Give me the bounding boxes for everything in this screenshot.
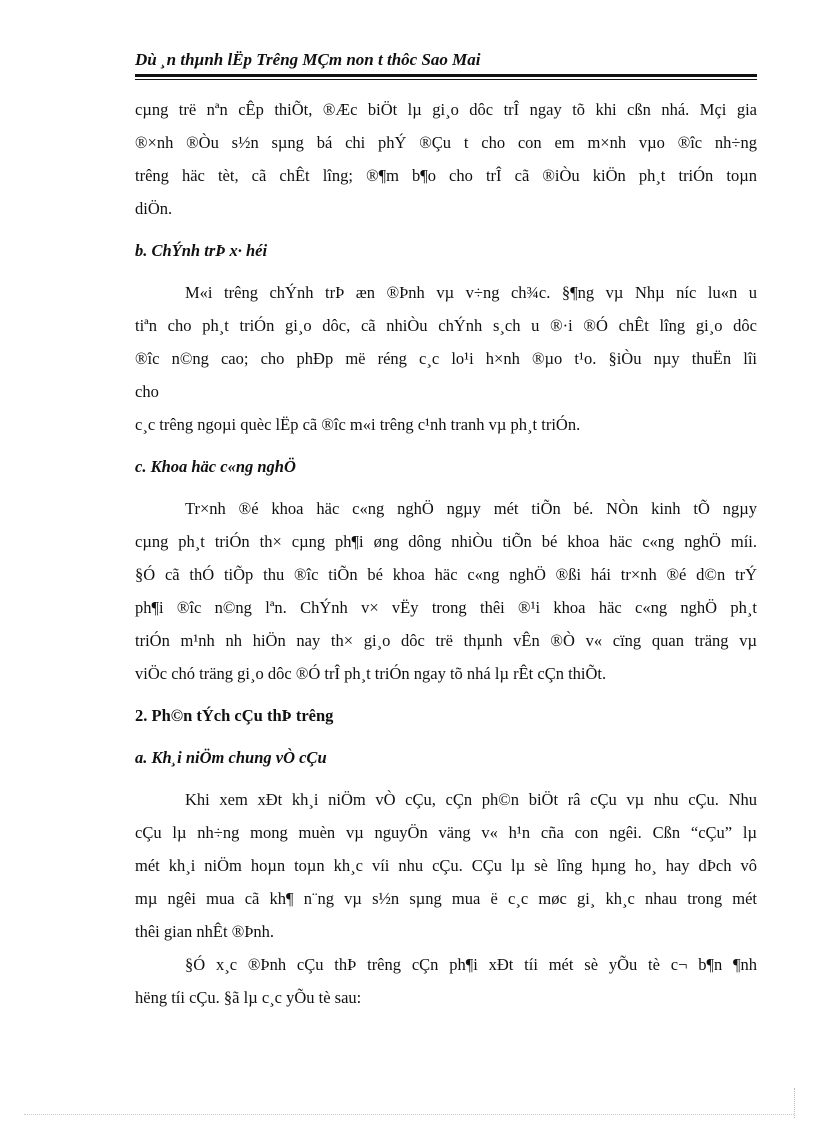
text-line: ®×nh ®Òu s½n sµng bá chi phÝ ®Çu t cho con em m×nh vµo ®îc nh÷ng [135,133,757,152]
text-line: tiªn cho ph¸t triÓn gi¸o dôc, cã nhiÒu chÝnh s¸ch u ®·i ®Ó chÊt lîng gi¸o dôc [135,316,757,335]
text-line: mµ ngêi mua cã kh¶ n¨ng vµ s½n sµng mua ë c¸c møc gi¸ kh¸c nhau trong mét [135,889,757,908]
section-c-paragraph [135,492,757,690]
header-rule-thin [135,79,757,80]
text-line: hëng tíi cÇu. §ã lµ c¸c yÕu tè sau: [135,988,362,1007]
section-a-paragraph-1 [135,783,757,948]
page-body [135,93,757,1014]
text-line: cµng ph¸t triÓn th× cµng ph¶i øng dông nhiÒu tiÕn bé khoa häc c«ng nghÖ míi. [135,532,757,551]
section-heading-c: c. Khoa häc c«ng nghÖ [135,457,296,476]
text-line: mét kh¸i niÖm hoµn toµn kh¸c víi nhu cÇu. CÇu lµ sè lîng hµng ho¸ hay dÞch vô [135,856,757,875]
text-line: ®îc n©ng cao; cho phÐp më réng c¸c lo¹i h×nh ®µo t¹o. §iÒu nµy thuËn lîi [135,349,757,368]
page-corner-border [794,1088,795,1118]
text-line: triÓn m¹nh nh hiÖn nay th× gi¸o dôc trë thµnh vÊn ®Ò v« cïng quan träng vµ [135,631,757,650]
text-line: thêi gian nhÊt ®Þnh. [135,922,275,941]
text-line: cµng trë nªn cÊp thiÕt, ®Æc biÖt lµ gi¸o dôc trÎ ngay tõ khi cßn nhá. Mçi gia [135,100,757,119]
section-b-paragraph [135,276,757,441]
document-title: Dù ¸n thµnh lËp Trêng MÇm non t thôc Sao Mai [135,50,481,69]
section-heading-2: 2. Ph©n tÝch cÇu thÞ trêng [135,706,334,725]
text-line: ph¶i ®îc n©ng lªn. ChÝnh v× vËy trong thêi ®¹i khoa häc c«ng nghÖ ph¸t [135,598,757,617]
section-a-paragraph-2 [135,948,757,1014]
text-line: Khi xem xÐt kh¸i niÖm vÒ cÇu, cÇn ph©n biÖt râ cÇu vµ nhu cÇu. Nhu [185,790,757,809]
text-line: trêng häc tèt, cã chÊt lîng; ®¶m b¶o cho trÎ cã ®iÒu kiÖn ph¸t triÓn toµn [135,166,757,185]
section-heading-b: b. ChÝnh trÞ x· héi [135,241,268,260]
text-line: M«i trêng chÝnh trÞ æn ®Þnh vµ v÷ng ch¾c. §¶ng vµ Nhµ níc lu«n u [185,283,757,302]
section-heading-a: a. Kh¸i niÖm chung vÒ cÇu [135,748,327,767]
intro-paragraph [135,93,757,225]
text-line: c¸c trêng ngoµi quèc lËp cã ®îc m«i trêng c¹nh tranh vµ ph¸t triÓn. [135,415,581,434]
header-rule-thick [135,74,757,77]
page-header [135,50,757,70]
text-line: §Ó cã thÓ tiÕp thu ®îc tiÕn bé khoa häc c«ng nghÖ ®ßi hái tr×nh ®é d©n trÝ [135,565,757,584]
text-line: viÖc chó träng gi¸o dôc ®Ó trÎ ph¸t triÓn ngay tõ nhá lµ rÊt cÇn thiÕt. [135,664,607,683]
text-line: Tr×nh ®é khoa häc c«ng nghÖ ngµy mét tiÕn bé. NÒn kinh tÕ ngµy [185,499,757,518]
text-line: diÖn. [135,199,173,218]
text-line: cho [135,382,159,401]
text-line: cÇu lµ nh÷ng mong muèn vµ nguyÖn väng v« h¹n cña con ngêi. Cßn “cÇu” lµ [135,823,757,842]
page-bottom-border [24,1114,794,1115]
text-line: §Ó x¸c ®Þnh cÇu thÞ trêng cÇn ph¶i xÐt tíi mét sè yÕu tè c¬ b¶n ¶nh [185,955,757,974]
